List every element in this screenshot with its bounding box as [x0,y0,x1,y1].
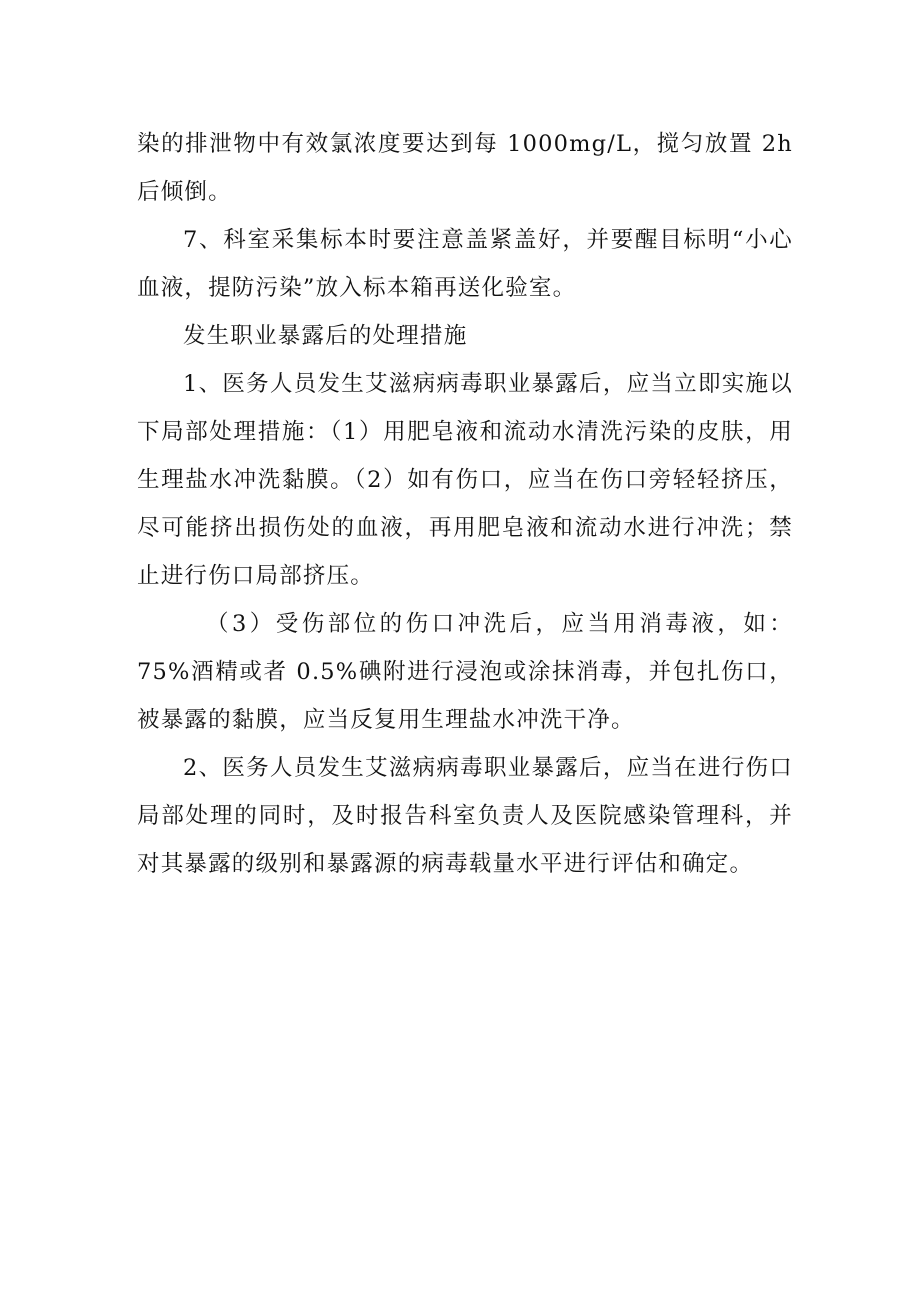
paragraph-continuation: 染的排泄物中有效氯浓度要达到每 1000mg/L，搅匀放置 2h 后倾倒。 [137,131,793,205]
paragraph-item-1-3: （3）受伤部位的伤口冲洗后，应当用消毒液，如：75%酒精或者 0.5%碘附进行浸泡或涂抹消毒，并包扎伤口，被暴露的黏膜，应当反复用生理盐水冲洗干净。 [137,611,793,733]
document-body [137,120,793,888]
paragraph-item-7: 7、科室采集标本时要注意盖紧盖好，并要醒目标明“小心血液，提防污染”放入标本箱再送化验室。 [137,227,793,301]
paragraph-item-2: 2、医务人员发生艾滋病病毒职业暴露后，应当在进行伤口局部处理的同时，及时报告科室负责人及医院感染管理科，并对其暴露的级别和暴露源的病毒载量水平进行评估和确定。 [137,755,793,877]
section-heading: 发生职业暴露后的处理措施 [183,323,468,349]
paragraph-item-1: 1、医务人员发生艾滋病病毒职业暴露后，应当立即实施以下局部处理措施：（1）用肥皂液和流动水清洗污染的皮肤，用生理盐水冲洗黏膜。（2）如有伤口，应当在伤口旁轻轻挤压，尽可能挤出损伤处的血液，再用肥皂液和流动水进行冲洗；禁止进行伤口局部挤压。 [137,371,793,589]
